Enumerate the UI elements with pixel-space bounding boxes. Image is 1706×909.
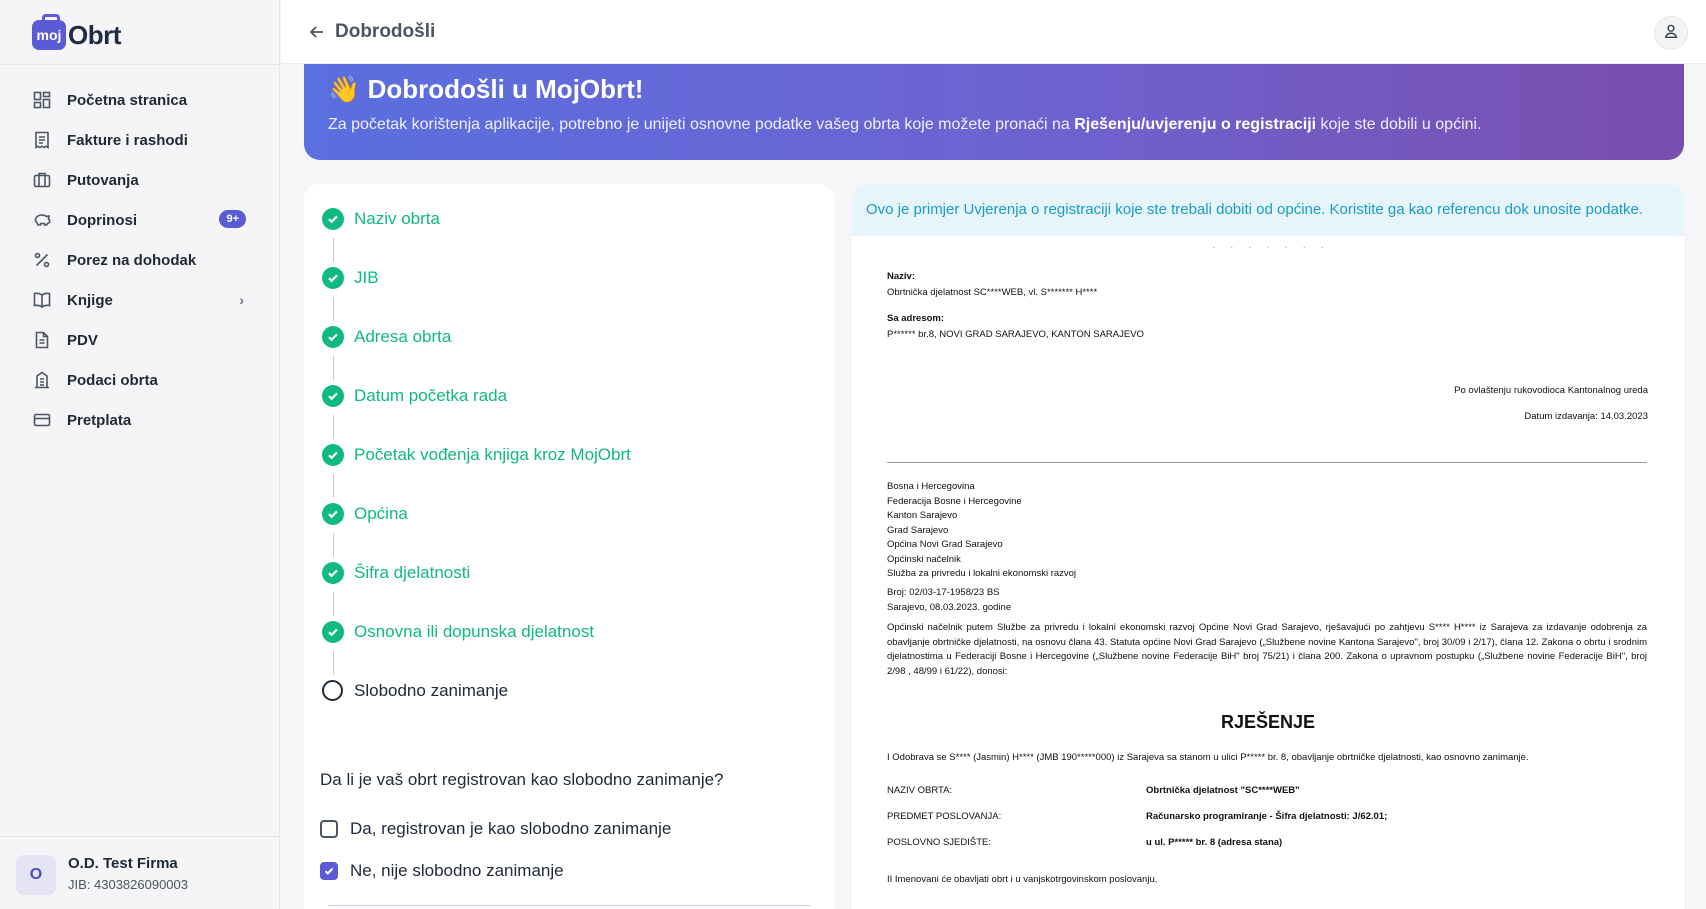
step-adresa-obrta[interactable] — [322, 326, 451, 348]
briefcase-icon — [32, 170, 52, 190]
onboarding-steps-card — [304, 184, 834, 909]
sidebar-item-podaci-obrta[interactable] — [0, 360, 280, 400]
step-naziv-obrta[interactable] — [322, 208, 440, 230]
logo-badge: moj — [32, 20, 66, 50]
doc-paragraph: Općinski načelnik putem Službe za privredu i lokalni ekonomski razvoj Općine Novi Grad Sarajevo, rješavajući po zahtjevu S**** H**** iz Sarajeva za izdavanje odobrenja za obavljanje obrtničke djelatnosti, na osnovu člana 43. Statuta općine Novi Grad Sarajevo („Službene novine Kantona Sarajevo", broj 30/09 i 2/17), člana 12. Zakona o obrtu i srodnim djelatnostima u Federaciji Bosne i Hercegovine („Službene novine Federacije BiH" broj 75/21) i člana 200. Zakona o upravnom postupku („Službene novine Federacije BiH", broj 2/98 , 48/99 i 61/22), donosi: — [887, 622, 1647, 677]
notification-badge: 9+ — [219, 210, 246, 228]
sidebar-nav — [0, 80, 280, 440]
piggy-bank-icon — [32, 210, 52, 230]
sidebar-item-label: Porez na dohodak — [67, 251, 197, 269]
step-label: Datum početka rada — [354, 386, 508, 405]
step-opcina[interactable] — [322, 503, 408, 525]
doc-row-value: u ul. P***** br. 8 (adresa stana) — [1146, 837, 1283, 848]
sidebar — [0, 0, 280, 909]
sidebar-divider — [0, 64, 280, 65]
doc-row-label: PREDMET POSLOVANJA: — [887, 811, 1002, 822]
page-title: Dobrodošli — [335, 21, 436, 42]
doc-odobrava: I Odobrava se S**** (Jasmin) H**** (JMB 190*****000) iz Sarajeva sa stanom u ulici P***** br. 8, obavljanje obrtničke djelatnosti, kao osnovno zanimanje. — [887, 752, 1529, 763]
user-menu-button[interactable] — [1654, 16, 1688, 50]
step-connector — [333, 356, 334, 380]
step-connector — [333, 297, 334, 321]
doc-heading: RJEŠENJE — [1220, 712, 1316, 732]
check-circle-icon — [322, 503, 344, 525]
welcome-banner — [304, 64, 1684, 160]
banner-text-part: koje ste dobili u općini. — [1316, 116, 1482, 133]
doc-authority-line: Kanton Sarajevo — [887, 510, 958, 521]
doc-row-value: Obrtnička djelatnost "SC****WEB" — [1146, 785, 1300, 796]
step-datum-pocetka[interactable] — [322, 385, 507, 407]
step-label: Slobodno zanimanje — [354, 680, 509, 700]
sidebar-item-doprinosi[interactable] — [0, 200, 280, 240]
step-osnovna-dopunska[interactable] — [322, 621, 594, 643]
sidebar-item-label: Početna stranica — [67, 91, 188, 109]
check-circle-icon — [322, 621, 344, 643]
check-circle-icon — [322, 562, 344, 584]
step-connector — [333, 651, 334, 675]
step-label: Početak vođenja knjiga kroz MojObrt — [354, 445, 631, 464]
check-circle-icon — [322, 267, 344, 289]
document-header-fragment: · · · · · · · — [1212, 242, 1330, 253]
checkbox-checked[interactable] — [320, 862, 338, 880]
doc-adresa-label: Sa adresom: — [887, 313, 945, 324]
banner-text-part: Za početak korištenja aplikacije, potrebno je unijeti osnovne podatke vašeg obrta koje možete pronaći na — [328, 116, 1075, 133]
doc-authority-line: Služba za privredu i lokalni ekonomski razvoj — [887, 568, 1077, 579]
banner-description — [328, 116, 1482, 134]
sidebar-item-label: Podaci obrta — [67, 371, 158, 389]
avatar: O — [16, 855, 56, 895]
step-label: Adresa obrta — [354, 327, 452, 346]
doc-mjesto-datum: Sarajevo, 08.03.2023. godine — [887, 602, 1012, 613]
doc-imenovani: II Imenovani će obavljati obrt i u vanjskotrgovinskom poslovanju. — [887, 874, 1158, 885]
user-icon — [1662, 22, 1680, 45]
option-label: Da, registrovan je kao slobodno zanimanje — [350, 819, 672, 838]
app-logo[interactable] — [32, 18, 121, 52]
sidebar-item-pocetna[interactable] — [0, 80, 280, 120]
banner-title — [328, 74, 643, 105]
info-notice: Ovo je primjer Uvjerenja o registraciji koje ste trebali dobiti od općine. Koristite ga kao referencu dok unosite podatke. — [852, 184, 1684, 236]
divider — [328, 905, 810, 906]
banner-text-bold: Rješenju/uvjerenju o registraciji — [1074, 116, 1317, 133]
doc-naziv-value: Obrtnička djelatnost SC****WEB, vl. S******* H**** — [887, 287, 1098, 298]
reference-document-card — [852, 184, 1684, 909]
step-label: JIB — [354, 268, 379, 287]
step-sifra-djelatnosti[interactable] — [322, 562, 470, 584]
step-connector — [333, 474, 334, 498]
step-label: Šifra djelatnosti — [354, 563, 471, 582]
invoice-icon — [32, 130, 52, 150]
doc-row-label: NAZIV OBRTA: — [887, 785, 953, 796]
checkbox[interactable] — [320, 820, 338, 838]
check-circle-icon — [322, 326, 344, 348]
sidebar-item-label: PDV — [67, 331, 98, 349]
step-pocetak-vodjenja[interactable] — [322, 444, 631, 466]
step-connector — [333, 533, 334, 557]
sidebar-item-porez[interactable] — [0, 240, 280, 280]
sidebar-item-knjige[interactable] — [0, 280, 280, 320]
credit-card-icon — [32, 410, 52, 430]
doc-authority-line: Općinski načelnik — [887, 553, 961, 565]
check-circle-icon — [322, 208, 344, 230]
option-label: Ne, nije slobodno zanimanje — [350, 861, 564, 880]
sample-certificate — [852, 236, 1684, 909]
doc-adresa-value: P****** br.8, NOVI GRAD SARAJEVO, KANTON SARAJEVO — [887, 329, 1144, 340]
account-switcher[interactable] — [0, 836, 280, 909]
step-connector — [333, 592, 334, 616]
step-connector — [333, 415, 334, 439]
doc-ovlastenje: Po ovlaštenju rukovodioca Kantonalnog ureda — [1454, 385, 1648, 396]
top-header — [281, 0, 1706, 64]
sidebar-item-pdv[interactable] — [0, 320, 280, 360]
step-connector — [333, 238, 334, 262]
wave-emoji-icon: 👋 — [328, 74, 361, 104]
sidebar-item-label: Fakture i rashodi — [67, 131, 188, 149]
step-label: Općina — [354, 504, 408, 523]
circle-icon — [322, 680, 343, 701]
doc-broj: Broj: 02/03-17-1958/23 BS — [887, 587, 1000, 598]
step-jib[interactable] — [322, 267, 379, 289]
document-icon — [32, 330, 52, 350]
step-label: Naziv obrta — [354, 209, 440, 228]
doc-authority-line: Grad Sarajevo — [887, 524, 949, 536]
sidebar-item-putovanja[interactable] — [0, 160, 280, 200]
step-slobodno-zanimanje[interactable] — [322, 680, 508, 701]
sidebar-item-pretplata[interactable] — [0, 400, 280, 440]
option-ne[interactable] — [320, 861, 564, 881]
check-circle-icon — [322, 444, 344, 466]
check-circle-icon — [322, 385, 344, 407]
doc-authority-line: Općina Novi Grad Sarajevo — [887, 539, 1003, 550]
sidebar-item-label: Knjige — [67, 291, 113, 309]
arrow-left-icon[interactable] — [307, 22, 327, 42]
company-name: O.D. Test Firma — [68, 855, 178, 872]
building-icon — [32, 370, 52, 390]
doc-row-value: Računarsko programiranje - Šifra djelatnosti: J/62.01; — [1146, 811, 1388, 822]
question-text: Da li je vaš obrt registrovan kao slobodno zanimanje? — [320, 770, 724, 789]
sidebar-item-label: Putovanja — [67, 171, 139, 189]
percent-icon — [32, 250, 52, 270]
sidebar-item-label: Pretplata — [67, 411, 132, 429]
sidebar-item-label: Doprinosi — [67, 211, 137, 229]
doc-naziv-label: Naziv: — [887, 271, 915, 282]
option-da[interactable] — [320, 819, 671, 839]
doc-row-label: POSLOVNO SJEDIŠTE: — [887, 837, 991, 848]
logo-text: Obrt — [68, 19, 121, 50]
company-jib: JIB: 4303826090003 — [68, 877, 188, 892]
doc-divider — [887, 462, 1647, 463]
chevron-right-icon: › — [239, 292, 244, 308]
banner-title-text: Dobrodošli u MojObrt! — [367, 74, 644, 104]
doc-authority-line: Federacija Bosne i Hercegovine — [887, 495, 1022, 507]
doc-datum-izdavanja: Datum izdavanja: 14.03.2023 — [1524, 411, 1648, 422]
sidebar-item-fakture[interactable] — [0, 120, 280, 160]
book-icon — [32, 290, 52, 310]
doc-authority-line: Bosna i Hercegovina — [887, 481, 975, 492]
step-label: Osnovna ili dopunska djelatnost — [354, 622, 595, 641]
dashboard-icon — [32, 90, 52, 110]
